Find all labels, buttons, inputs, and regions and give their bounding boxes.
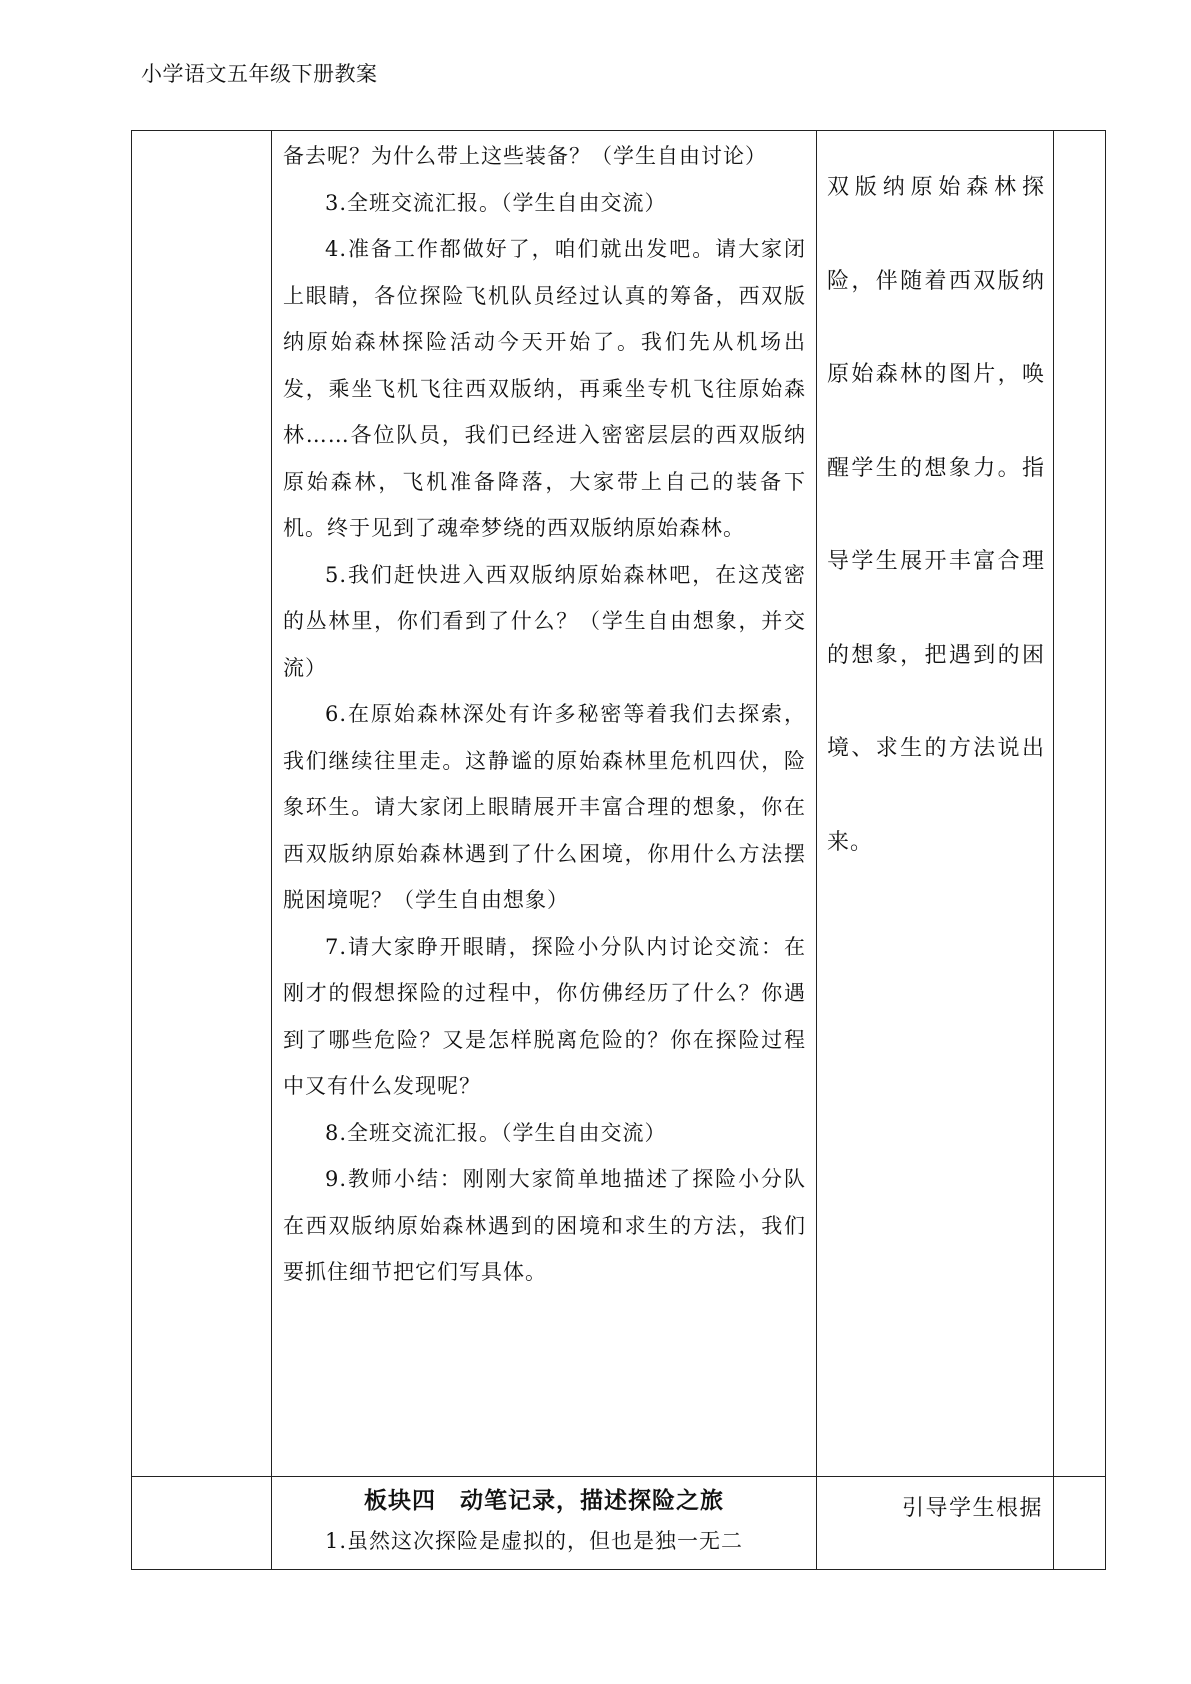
document-header: 小学语文五年级下册教案 (141, 62, 378, 86)
process-paragraph: 3.全班交流汇报。（学生自由交流） (325, 190, 667, 215)
design-intent-cell (817, 1477, 1054, 1570)
process-paragraph: 8.全班交流汇报。（学生自由交流） (325, 1120, 667, 1145)
process-paragraph: 1.虽然这次探险是虚拟的，但也是独一无二 (325, 1529, 744, 1553)
process-paragraph: 6.在原始森林深处有许多秘密等着我们去探索，我们继续往里走。这静谧的原始森林里危机四伏，险象环生。请大家闭上眼睛展开丰富合理的想象，你在西双版纳原始森林遇到了什么困境，你用什么方法摆脱困境呢？（学生自由想象） (283, 702, 806, 912)
notes-cell (1054, 131, 1106, 1477)
design-intent-text: 双版纳原始森林探险，伴随着西双版纳原始森林的图片，唤醒学生的想象力。指导学生展开丰富合理的想象，把遇到的困境、求生的方法说出来。 (827, 175, 1045, 855)
design-intent-text: 引导学生根据 (901, 1496, 1043, 1521)
lesson-plan-table (131, 130, 1106, 1570)
process-paragraph: 4.准备工作都做好了，咱们就出发吧。请大家闭上眼睛，各位探险飞机队员经过认真的筹备，西双版纳原始森林探险活动今天开始了。我们先从机场出发，乘坐飞机飞往西双版纳，再乘坐专机飞往原始森林……各位队员，我们已经进入密密层层的西双版纳原始森林，飞机准备降落，大家带上自己的装备下机。终于见到了魂牵梦绕的西双版纳原始森林。 (283, 237, 806, 540)
notes-cell (1054, 1477, 1106, 1570)
process-paragraph: 9.教师小结：刚刚大家简单地描述了探险小分队在西双版纳原始森林遇到的困境和求生的方法，我们要抓住细节把它们写具体。 (283, 1167, 806, 1284)
teaching-process-cell (272, 131, 817, 1477)
process-paragraph: 备去呢？为什么带上这些装备？（学生自由讨论） (283, 144, 767, 168)
section-title: 板块四 动笔记录，描述探险之旅 (364, 1488, 724, 1514)
table-row-main (132, 131, 1106, 1477)
stage-cell (132, 1477, 272, 1570)
teaching-process-text (272, 131, 816, 1296)
table-row-section-four (132, 1477, 1106, 1570)
process-paragraph: 7.请大家睁开眼睛，探险小分队内讨论交流：在刚才的假想探险的过程中，你仿佛经历了什么？你遇到了哪些危险？又是怎样脱离危险的？你在探险过程中又有什么发现呢？ (283, 934, 806, 1098)
process-paragraph: 5.我们赶快进入西双版纳原始森林吧，在这茂密的丛林里，你们看到了什么？（学生自由想象，并交流） (283, 562, 806, 680)
teaching-process-cell (272, 1477, 817, 1570)
design-intent-cell (817, 131, 1054, 1477)
stage-cell (132, 131, 272, 1477)
